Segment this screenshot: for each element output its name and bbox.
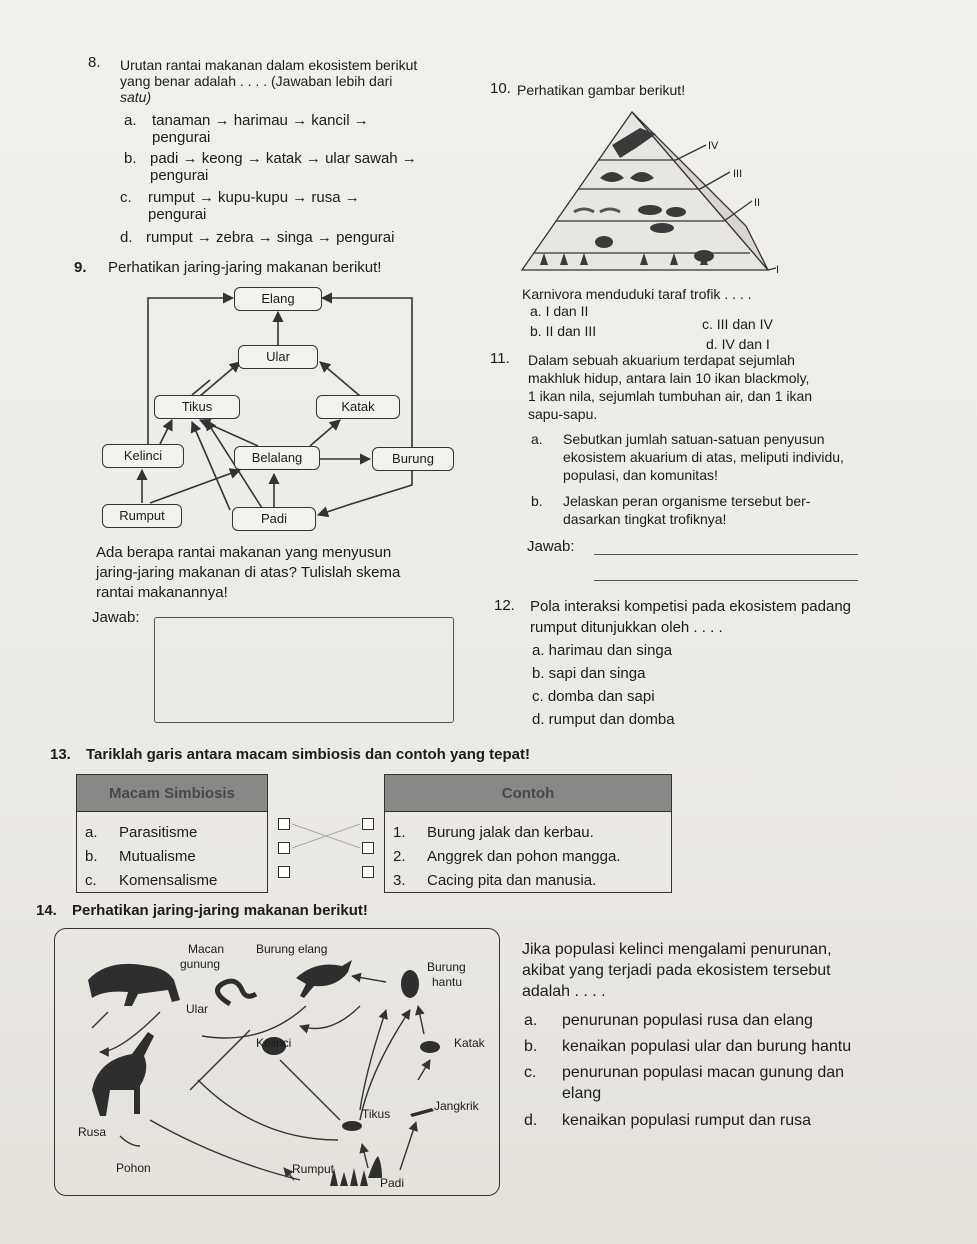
- q14-label-tikus: Tikus: [362, 1107, 391, 1121]
- q8-option-a-line1: tanaman → harimau → kancil →: [152, 112, 369, 129]
- pyramid-level-ii-label: II: [754, 197, 761, 209]
- q13-number: 13.: [50, 746, 71, 763]
- q8-option-c-line1: rumput → kupu-kupu → rusa →: [148, 189, 360, 206]
- food-web-node-belalang: Belalang: [234, 446, 320, 470]
- q8-option-b-line1: padi → keong → katak → ular sawah →: [150, 150, 417, 167]
- q9-question-line3: rantai makanannya!: [96, 584, 228, 601]
- q12-option-a: a. harimau dan singa: [532, 642, 673, 659]
- q11-sub-b-letter: b.: [531, 493, 543, 509]
- q10-option-d: d. IV dan I: [706, 336, 770, 352]
- q8-option-d-line1: rumput → zebra → singa → pengurai: [146, 229, 395, 246]
- food-web-node-elang: Elang: [234, 287, 322, 311]
- q8-option-c-letter: c.: [120, 189, 132, 206]
- q9-answer-label: Jawab:: [92, 609, 140, 626]
- q14-label-jangkrik: Jangkrik: [434, 1099, 479, 1113]
- q12-option-c: c. domba dan sapi: [532, 688, 655, 705]
- q14-option-c-line2: elang: [562, 1085, 602, 1102]
- example-1-number: 1.: [393, 823, 406, 841]
- food-web-node-burung: Burung: [372, 447, 454, 471]
- pyramid-level-i-label: I: [776, 264, 780, 276]
- q14-option-a-letter: a.: [524, 1012, 538, 1029]
- q12-option-b: b. sapi dan singa: [532, 665, 646, 682]
- example-2-number: 2.: [393, 847, 406, 865]
- q10-number: 10.: [490, 80, 511, 97]
- q14-option-c-letter: c.: [524, 1064, 537, 1081]
- type-a-letter: a.: [85, 823, 98, 841]
- q12-number: 12.: [494, 597, 515, 614]
- q10-question: Karnivora menduduki taraf trofik . . . .: [522, 286, 752, 302]
- q8-option-b-line2: pengurai: [150, 167, 209, 184]
- q11-sub-a-line2: ekosistem akuarium di atas, meliputi individu,: [563, 449, 844, 465]
- q14-label-katak: Katak: [454, 1036, 485, 1050]
- q14-option-b-line1: kenaikan populasi ular dan burung hantu: [562, 1038, 852, 1055]
- food-web-node-katak: Katak: [316, 395, 400, 419]
- q10-option-a: a. I dan II: [530, 303, 589, 319]
- example-2-text: Anggrek dan pohon mangga.: [427, 847, 621, 865]
- example-1-text: Burung jalak dan kerbau.: [427, 823, 594, 841]
- food-web-node-padi: Padi: [232, 507, 316, 531]
- q11-number: 11.: [490, 350, 510, 367]
- q14-option-a-line1: penurunan populasi rusa dan elang: [562, 1012, 813, 1029]
- q11-text-line4: sapu-sapu.: [528, 406, 598, 422]
- q11-answer-label: Jawab:: [527, 538, 575, 555]
- q8-option-b-letter: b.: [124, 150, 137, 167]
- q11-sub-a-line1: Sebutkan jumlah satuan-satuan penyusun: [563, 431, 825, 447]
- q11-sub-a-letter: a.: [531, 431, 543, 447]
- food-web-node-rumput: Rumput: [102, 504, 182, 528]
- q14-prompt: Perhatikan jaring-jaring makanan berikut!: [72, 902, 368, 919]
- q14-label-ular: Ular: [186, 1002, 209, 1016]
- q8-text-line1: Urutan rantai makanan dalam ekosistem berikut: [120, 57, 418, 73]
- type-b-name: Mutualisme: [119, 847, 196, 865]
- food-web-node-ular: Ular: [238, 345, 318, 369]
- q9-question-line2: jaring-jaring makanan di atas? Tulislah skema: [96, 564, 401, 581]
- q14-option-c-line1: penurunan populasi macan gunung dan: [562, 1064, 845, 1081]
- q12-option-d: d. rumput dan domba: [532, 711, 675, 728]
- q9-number: 9.: [74, 259, 87, 276]
- symbiosis-example-header: Contoh: [385, 775, 672, 812]
- q14-number: 14.: [36, 902, 57, 919]
- q8-text-line3: satu): [120, 89, 152, 105]
- q10-option-b: b. II dan III: [530, 323, 597, 339]
- q14-label-macan: Macan: [188, 942, 225, 956]
- q14-label-burung-elang: Burung elang: [256, 942, 328, 956]
- type-c-name: Komensalisme: [119, 871, 218, 889]
- type-b-letter: b.: [85, 847, 98, 865]
- q14-question-line3: adalah . . . .: [522, 983, 606, 1000]
- food-web-node-kelinci: Kelinci: [102, 444, 184, 468]
- q9-prompt: Perhatikan jaring-jaring makanan berikut!: [108, 259, 382, 276]
- q14-label-burung: Burung: [427, 960, 466, 974]
- q14-option-b-letter: b.: [524, 1038, 538, 1055]
- food-web-node-tikus: Tikus: [154, 395, 240, 419]
- q11-text-line2: makhluk hidup, antara lain 10 ikan blackmoly,: [528, 370, 810, 386]
- example-3-text: Cacing pita dan manusia.: [427, 871, 597, 889]
- q14-label-kelinci: Kelinci: [256, 1036, 292, 1050]
- q13-prompt: Tariklah garis antara macam simbiosis dan contoh yang tepat!: [86, 746, 531, 763]
- q8-option-d-letter: d.: [120, 229, 133, 246]
- type-c-letter: c.: [85, 871, 97, 889]
- q14-question-line1: Jika populasi kelinci mengalami penurunan,: [522, 941, 832, 958]
- q8-text-line2: yang benar adalah . . . . (Jawaban lebih dari: [120, 73, 393, 89]
- q12-text-line2: rumput ditunjukkan oleh . . . .: [530, 619, 723, 636]
- symbiosis-type-header: Macam Simbiosis: [77, 775, 268, 812]
- q11-text-line3: 1 ikan nila, sejumlah tumbuhan air, dan 1 ikan: [528, 388, 813, 404]
- q10-option-c: c. III dan IV: [702, 316, 773, 332]
- q10-prompt: Perhatikan gambar berikut!: [517, 82, 686, 98]
- q14-label-padi: Padi: [380, 1176, 405, 1190]
- q11-sub-b-line2: dasarkan tingkat trofiknya!: [563, 511, 727, 527]
- pyramid-level-iii-label: III: [733, 168, 743, 180]
- q12-text-line1: Pola interaksi kompetisi pada ekosistem padang: [530, 598, 852, 615]
- q14-option-d-letter: d.: [524, 1112, 538, 1129]
- q14-label-rumput: Rumput: [292, 1162, 335, 1176]
- type-a-name: Parasitisme: [119, 823, 198, 841]
- q14-label-rusa: Rusa: [78, 1125, 107, 1139]
- q14-label-pohon: Pohon: [116, 1161, 151, 1175]
- pyramid-level-iv-label: IV: [708, 140, 719, 152]
- q8-option-a-line2: pengurai: [152, 129, 211, 146]
- q14-label-hantu: hantu: [432, 975, 463, 989]
- q11-text-line1: Dalam sebuah akuarium terdapat sejumlah: [528, 352, 795, 368]
- q11-sub-b-line1: Jelaskan peran organisme tersebut ber-: [563, 493, 811, 509]
- example-3-number: 3.: [393, 871, 406, 889]
- q14-option-d-line1: kenaikan populasi rumput dan rusa: [562, 1112, 812, 1129]
- q14-label-gunung: gunung: [180, 957, 221, 971]
- q11-sub-a-line3: populasi, dan komunitas!: [563, 467, 718, 483]
- q8-option-c-line2: pengurai: [148, 206, 207, 223]
- q8-option-a-letter: a.: [124, 112, 137, 129]
- q14-question-line2: akibat yang terjadi pada ekosistem tersebut: [522, 962, 831, 979]
- q9-question-line1: Ada berapa rantai makanan yang menyusun: [96, 544, 392, 561]
- q8-number: 8.: [88, 54, 101, 71]
